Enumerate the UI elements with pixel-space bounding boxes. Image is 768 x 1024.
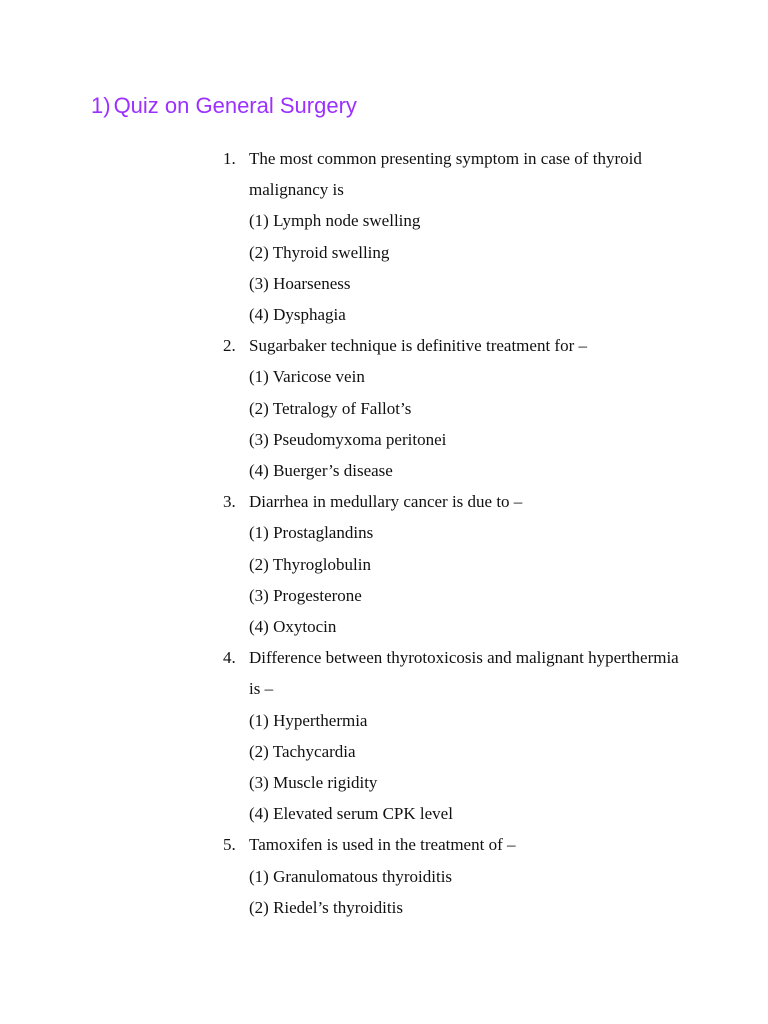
answer-option: (4) Dysphagia xyxy=(249,305,346,325)
option-list xyxy=(249,361,682,486)
question-item xyxy=(212,642,682,829)
answer-option: (1) Lymph node swelling xyxy=(249,211,421,231)
question-text: Tamoxifen is used in the treatment of – xyxy=(249,835,516,855)
answer-option: (3) Hoarseness xyxy=(249,273,351,293)
question-item xyxy=(212,330,682,486)
answer-option: (2) Thyroid swelling xyxy=(249,242,390,262)
option-list xyxy=(249,705,682,830)
page-title xyxy=(91,93,357,119)
answer-option: (1) Varicose vein xyxy=(249,367,365,387)
section-number: 1) xyxy=(91,93,111,118)
answer-option: (4) Elevated serum CPK level xyxy=(249,804,453,824)
answer-option: (3) Pseudomyxoma peritonei xyxy=(249,429,447,449)
question-text: Diarrhea in medullary cancer is due to – xyxy=(249,492,523,512)
answer-option: (4) Oxytocin xyxy=(249,617,337,637)
question-item xyxy=(212,486,682,642)
answer-option: (1) Granulomatous thyroiditis xyxy=(249,866,453,886)
answer-option: (2) Thyroglobulin xyxy=(249,554,371,574)
question-number: 2. xyxy=(223,336,236,356)
section-title: Quiz on General Surgery xyxy=(113,93,357,118)
answer-option: (2) Tachycardia xyxy=(249,741,356,761)
question-text: Sugarbaker technique is definitive treatment for – xyxy=(249,336,587,356)
answer-option: (4) Buerger’s disease xyxy=(249,461,393,481)
question-number: 5. xyxy=(223,835,236,855)
question-text: Difference between thyrotoxicosis and malignant hyperthermia is – xyxy=(249,648,679,699)
option-list xyxy=(249,205,682,330)
question-item xyxy=(212,829,682,923)
question-item xyxy=(212,143,682,330)
question-number: 3. xyxy=(223,492,236,512)
question-number: 1. xyxy=(223,149,236,168)
option-list xyxy=(249,517,682,642)
question-list xyxy=(212,143,682,923)
answer-option: (3) Muscle rigidity xyxy=(249,773,378,793)
question-text: The most common presenting symptom in case of thyroid malignancy is xyxy=(249,149,642,200)
question-number: 4. xyxy=(223,648,236,668)
answer-option: (3) Progesterone xyxy=(249,585,362,605)
answer-option: (2) Tetralogy of Fallot’s xyxy=(249,398,412,418)
answer-option: (1) Hyperthermia xyxy=(249,710,368,730)
option-list xyxy=(249,861,682,923)
answer-option: (1) Prostaglandins xyxy=(249,523,374,543)
answer-option: (2) Riedel’s thyroiditis xyxy=(249,897,403,917)
